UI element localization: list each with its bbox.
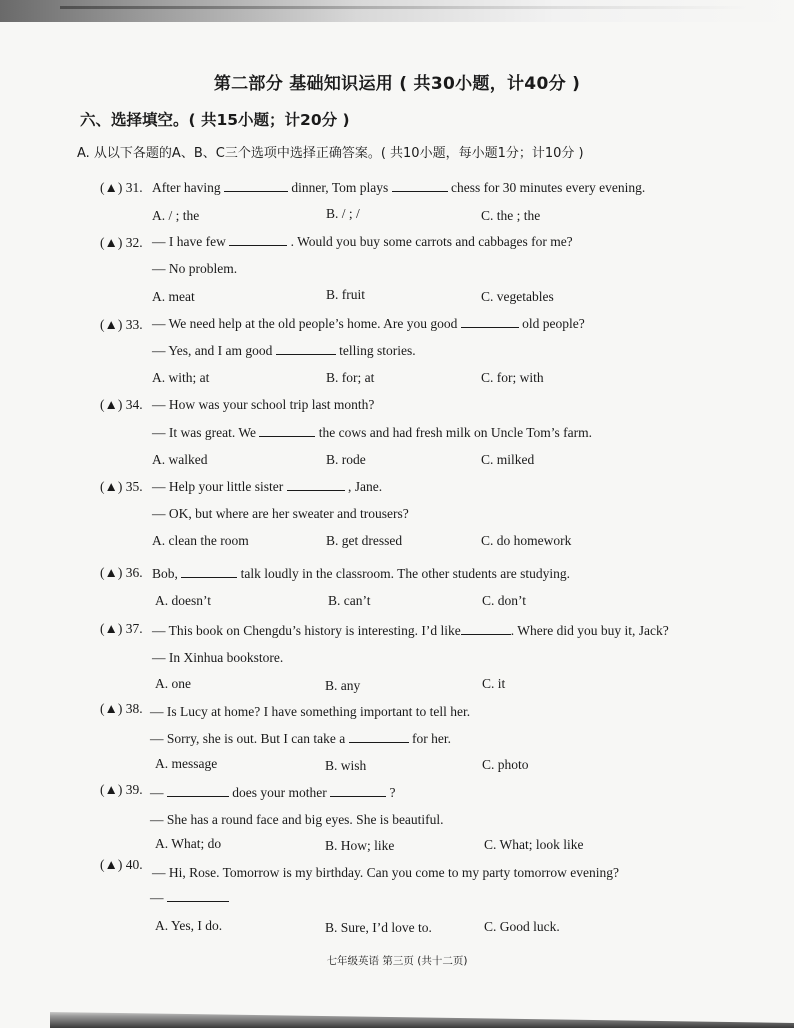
scan-shadow-bottom [50,1008,794,1028]
option-b[interactable]: B. How; like [325,838,395,853]
answer-blank[interactable] [167,795,229,797]
answer-blank[interactable] [461,633,511,635]
question-number: (▲) 32. [100,235,143,250]
question-line: — Sorry, she is out. But I can take a for her. [150,731,451,746]
question-line: — I have few . Would you buy some carrots and cabbages for me? [152,234,573,249]
question-line: — Help your little sister , Jane. [152,479,383,494]
scan-shadow-top [0,0,794,22]
answer-blank[interactable] [349,741,409,743]
question-line: — No problem. [152,261,238,276]
option-b[interactable]: B. Sure, I’d love to. [325,920,432,935]
option-a[interactable]: A. walked [152,452,208,467]
question-line: — It was great. We the cows and had fresh milk on Uncle Tom’s farm. [152,425,593,440]
question-line: — This book on Chengdu’s history is interesting. I’d like . Where did you buy it, Jack? [152,623,669,638]
question-line: — We need help at the old people’s home. Are you good old people? [152,316,585,331]
option-c[interactable]: C. don’t [482,593,527,608]
option-c[interactable]: C. Good luck. [484,919,560,934]
question-line: — In Xinhua bookstore. [152,650,284,665]
question-number: (▲) 39. [100,782,143,797]
option-a[interactable]: A. doesn’t [155,593,211,608]
answer-blank[interactable] [229,244,287,246]
option-a[interactable]: A. Yes, I do. [155,918,223,933]
question-number: (▲) 33. [100,317,143,332]
option-c[interactable]: C. it [482,676,506,691]
question-number: (▲) 40. [100,857,143,872]
section-title: 六、选择填空。( 共15小题；计20分 ) [80,111,350,129]
question-line: — She has a round face and big eyes. She is beautiful. [150,812,444,827]
answer-blank[interactable] [330,795,386,797]
question-line: After having dinner, Tom plays chess for 30 minutes every evening. [152,180,646,195]
answer-blank[interactable] [259,435,315,437]
option-a[interactable]: A. meat [152,289,195,304]
answer-blank[interactable] [276,353,336,355]
question-line: — Is Lucy at home? I have something important to tell her. [150,704,471,719]
question-number: (▲) 38. [100,701,143,716]
option-a[interactable]: A. with; at [152,370,210,385]
option-a[interactable]: A. / ; the [152,208,200,223]
option-b[interactable]: B. can’t [328,593,371,608]
option-c[interactable]: C. for; with [481,370,544,385]
answer-blank[interactable] [392,190,448,192]
question-line: — does your mother ? [150,785,396,800]
option-a[interactable]: A. one [155,676,191,691]
option-b[interactable]: B. for; at [326,370,375,385]
question-number: (▲) 37. [100,621,143,636]
question-number: (▲) 36. [100,565,143,580]
option-c[interactable]: C. do homework [481,533,572,548]
option-b[interactable]: B. wish [325,758,367,773]
question-line: — [150,891,229,905]
option-b[interactable]: B. / ; / [326,206,360,221]
option-c[interactable]: C. What; look like [484,837,584,852]
option-c[interactable]: C. photo [482,757,529,772]
question-line: — How was your school trip last month? [152,397,375,412]
option-b[interactable]: B. any [325,678,361,693]
question-number: (▲) 34. [100,397,143,412]
question-number: (▲) 31. [100,180,143,195]
part-title: 第二部分 基础知识运用 ( 共30小题，计40分 ) [213,74,581,94]
option-a[interactable]: A. What; do [155,836,222,851]
option-b[interactable]: B. rode [326,452,366,467]
option-c[interactable]: C. the ; the [481,208,541,223]
answer-blank[interactable] [287,489,345,491]
instruction: A. 从以下各题的A、B、C三个选项中选择正确答案。( 共10小题，每小题1分；计10分 ) [77,146,584,161]
option-a[interactable]: A. clean the room [152,533,249,548]
option-b[interactable]: B. get dressed [326,533,403,548]
option-c[interactable]: C. milked [481,452,535,467]
option-c[interactable]: C. vegetables [481,289,554,304]
answer-blank[interactable] [461,326,519,328]
question-number: (▲) 35. [100,479,143,494]
question-line: — Yes, and I am good telling stories. [152,343,416,358]
answer-blank[interactable] [224,190,288,192]
question-line: — Hi, Rose. Tomorrow is my birthday. Can you come to my party tomorrow evening? [152,865,619,880]
option-a[interactable]: A. message [155,756,218,771]
page-footer: 七年级英语 第三页 (共十二页) [326,955,468,967]
question-line: — OK, but where are her sweater and trousers? [152,506,409,521]
answer-blank[interactable] [167,900,229,902]
question-line: Bob, talk loudly in the classroom. The other students are studying. [152,566,570,581]
option-b[interactable]: B. fruit [326,287,365,302]
answer-blank[interactable] [181,576,237,578]
